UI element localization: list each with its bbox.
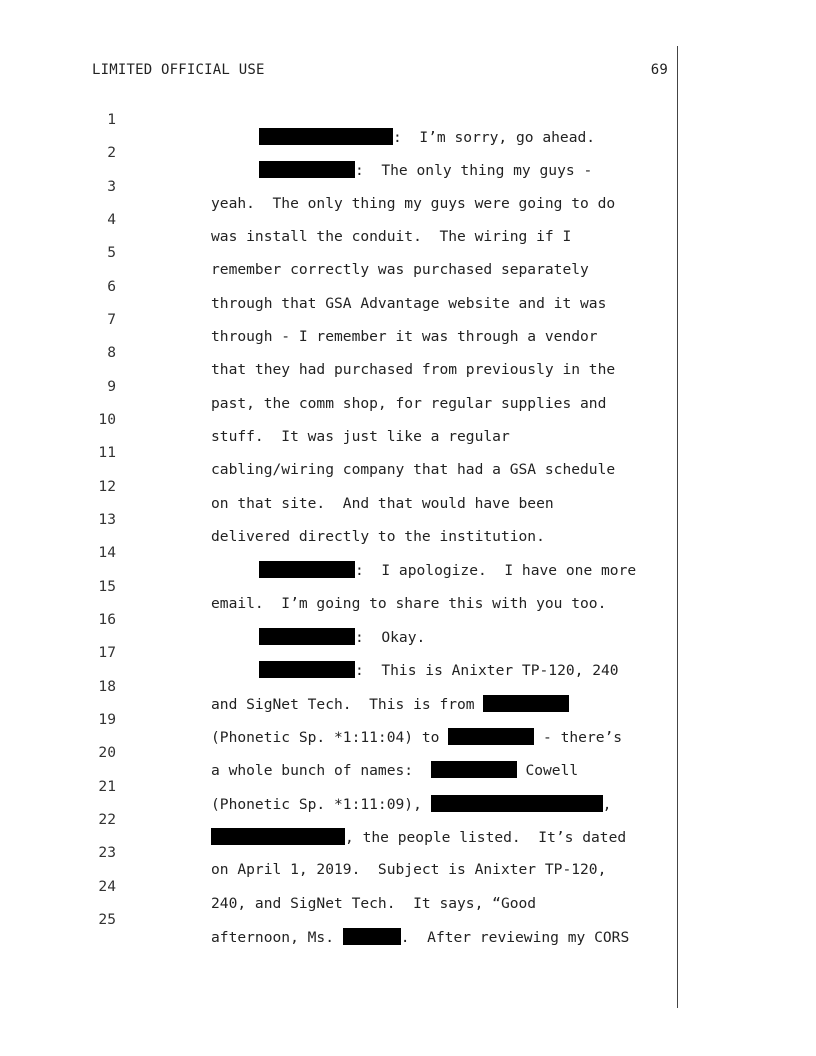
line-number: 23 — [98, 844, 116, 861]
line-text: through that GSA Advantage website and it was — [211, 295, 607, 312]
line-number: 8 — [107, 344, 116, 361]
transcript-line — [0, 861, 680, 912]
line-number: 16 — [98, 611, 116, 628]
transcript-line — [0, 461, 680, 512]
line-text: on that site. And that would have been — [211, 495, 554, 512]
page-number: 69 — [650, 62, 668, 78]
transcript-line — [0, 727, 680, 779]
line-text: a whole bunch of names: Cowell — [211, 762, 579, 779]
transcript-line — [0, 827, 680, 878]
line-number: 14 — [98, 544, 116, 561]
transcript-line — [0, 127, 680, 179]
line-text: : I apologize. I have one more — [259, 561, 636, 579]
line-text: yeah. The only thing my guys were going to do — [211, 195, 616, 212]
transcript-line — [0, 394, 680, 445]
line-number: 22 — [98, 811, 116, 828]
transcript-line — [0, 94, 680, 146]
line-number: 20 — [98, 744, 116, 761]
transcript-line — [0, 227, 680, 278]
line-number: 6 — [107, 278, 116, 295]
transcript-line — [0, 694, 680, 746]
transcript-line — [0, 661, 680, 713]
transcript-line — [0, 161, 680, 212]
transcript-line — [0, 327, 680, 378]
line-number: 24 — [98, 878, 116, 895]
transcript-line — [0, 527, 680, 579]
line-number: 9 — [107, 378, 116, 395]
transcript-line — [0, 627, 680, 679]
line-number: 13 — [98, 511, 116, 528]
line-text: : The only thing my guys - — [259, 161, 592, 179]
line-text: 240, and SigNet Tech. It says, “Good — [211, 895, 537, 912]
transcript-line — [0, 261, 680, 312]
line-text: afternoon, Ms. . After reviewing my CORS — [211, 929, 630, 946]
line-text: through - I remember it was through a vendor — [211, 328, 598, 345]
transcript-line — [0, 761, 680, 813]
line-number: 25 — [98, 911, 116, 928]
line-number: 19 — [98, 711, 116, 728]
transcript-line — [0, 794, 680, 846]
line-text: (Phonetic Sp. *1:11:09), , — [211, 796, 612, 813]
line-number: 7 — [107, 311, 116, 328]
line-number: 12 — [98, 478, 116, 495]
line-number: 18 — [98, 678, 116, 695]
transcript-line — [0, 194, 680, 245]
line-text: : Okay. — [259, 628, 425, 646]
transcript-line — [0, 427, 680, 478]
transcript-line — [0, 894, 680, 946]
transcript-line — [0, 594, 680, 646]
header-title: LIMITED OFFICIAL USE — [92, 62, 265, 78]
line-text: delivered directly to the institution. — [211, 528, 545, 545]
line-text: was install the conduit. The wiring if I — [211, 228, 572, 245]
transcript-line — [0, 561, 680, 612]
line-number: 1 — [107, 111, 116, 128]
line-text: cabling/wiring company that had a GSA schedule — [211, 461, 616, 478]
line-text: on April 1, 2019. Subject is Anixter TP-120, — [211, 861, 607, 878]
line-number: 3 — [107, 178, 116, 195]
line-number: 2 — [107, 144, 116, 161]
line-text: and SigNet Tech. This is from — [211, 695, 569, 713]
line-text: : This is Anixter TP-120, 240 — [259, 661, 619, 679]
line-text: that they had purchased from previously in the — [211, 361, 616, 378]
line-text: email. I’m going to share this with you too. — [211, 595, 607, 612]
line-text: (Phonetic Sp. *1:11:04) to - there’s — [211, 729, 623, 746]
line-number: 10 — [98, 411, 116, 428]
line-text: stuff. It was just like a regular — [211, 428, 510, 445]
redaction-block — [343, 928, 401, 945]
line-number: 4 — [107, 211, 116, 228]
line-text: remember correctly was purchased separately — [211, 261, 589, 278]
transcript-line — [0, 494, 680, 545]
line-text: : I’m sorry, go ahead. — [259, 128, 595, 146]
line-text: past, the comm shop, for regular supplies and — [211, 395, 607, 412]
line-text: , the people listed. It’s dated — [211, 828, 626, 846]
line-number: 15 — [98, 578, 116, 595]
line-number: 17 — [98, 644, 116, 661]
transcript-line — [0, 361, 680, 412]
line-number: 11 — [98, 444, 116, 461]
line-number: 21 — [98, 778, 116, 795]
line-number: 5 — [107, 244, 116, 261]
transcript-line — [0, 294, 680, 345]
